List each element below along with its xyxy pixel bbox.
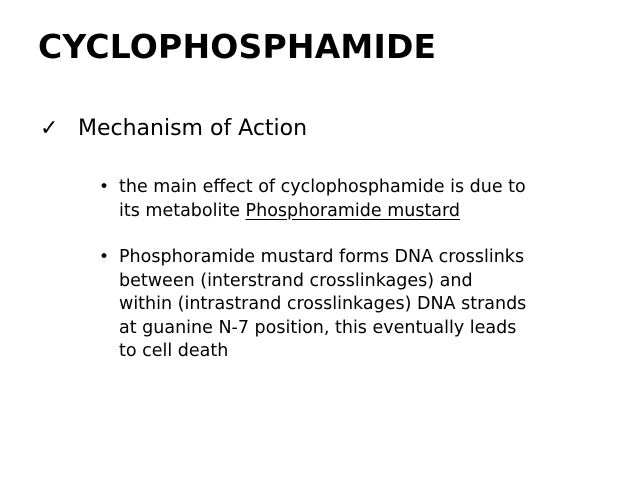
bullet-text-line: to cell death bbox=[119, 341, 229, 361]
bullet-text-segment: its metabolite bbox=[119, 200, 246, 221]
bullet-text-line: the main effect of cyclophosphamide is due to bbox=[119, 177, 526, 197]
bullet-text-line: between (interstrand crosslinkages) and bbox=[119, 270, 473, 291]
bullet-text-line: at guanine N-7 position, this eventually leads bbox=[119, 317, 517, 338]
bullet-item bbox=[99, 176, 624, 223]
phosphoramide-mustard-link[interactable]: Phosphoramide mustard bbox=[245, 200, 461, 221]
section-heading-text: Mechanism of Action bbox=[78, 116, 308, 141]
bullet-item bbox=[99, 246, 624, 364]
bullet-list bbox=[99, 176, 624, 387]
bullet-text-line bbox=[119, 200, 624, 224]
section-heading bbox=[40, 114, 307, 144]
bullet-dot-icon: • bbox=[99, 177, 110, 197]
checkmark-icon: ✓ bbox=[40, 116, 59, 141]
slide-title: CYCLOPHOSPHAMIDE bbox=[38, 27, 437, 66]
bullet-dot-icon: • bbox=[99, 247, 110, 267]
bullet-text-line: within (intrastrand crosslinkages) DNA strands bbox=[119, 294, 527, 314]
bullet-text-line: Phosphoramide mustard forms DNA crosslinks bbox=[119, 247, 525, 267]
